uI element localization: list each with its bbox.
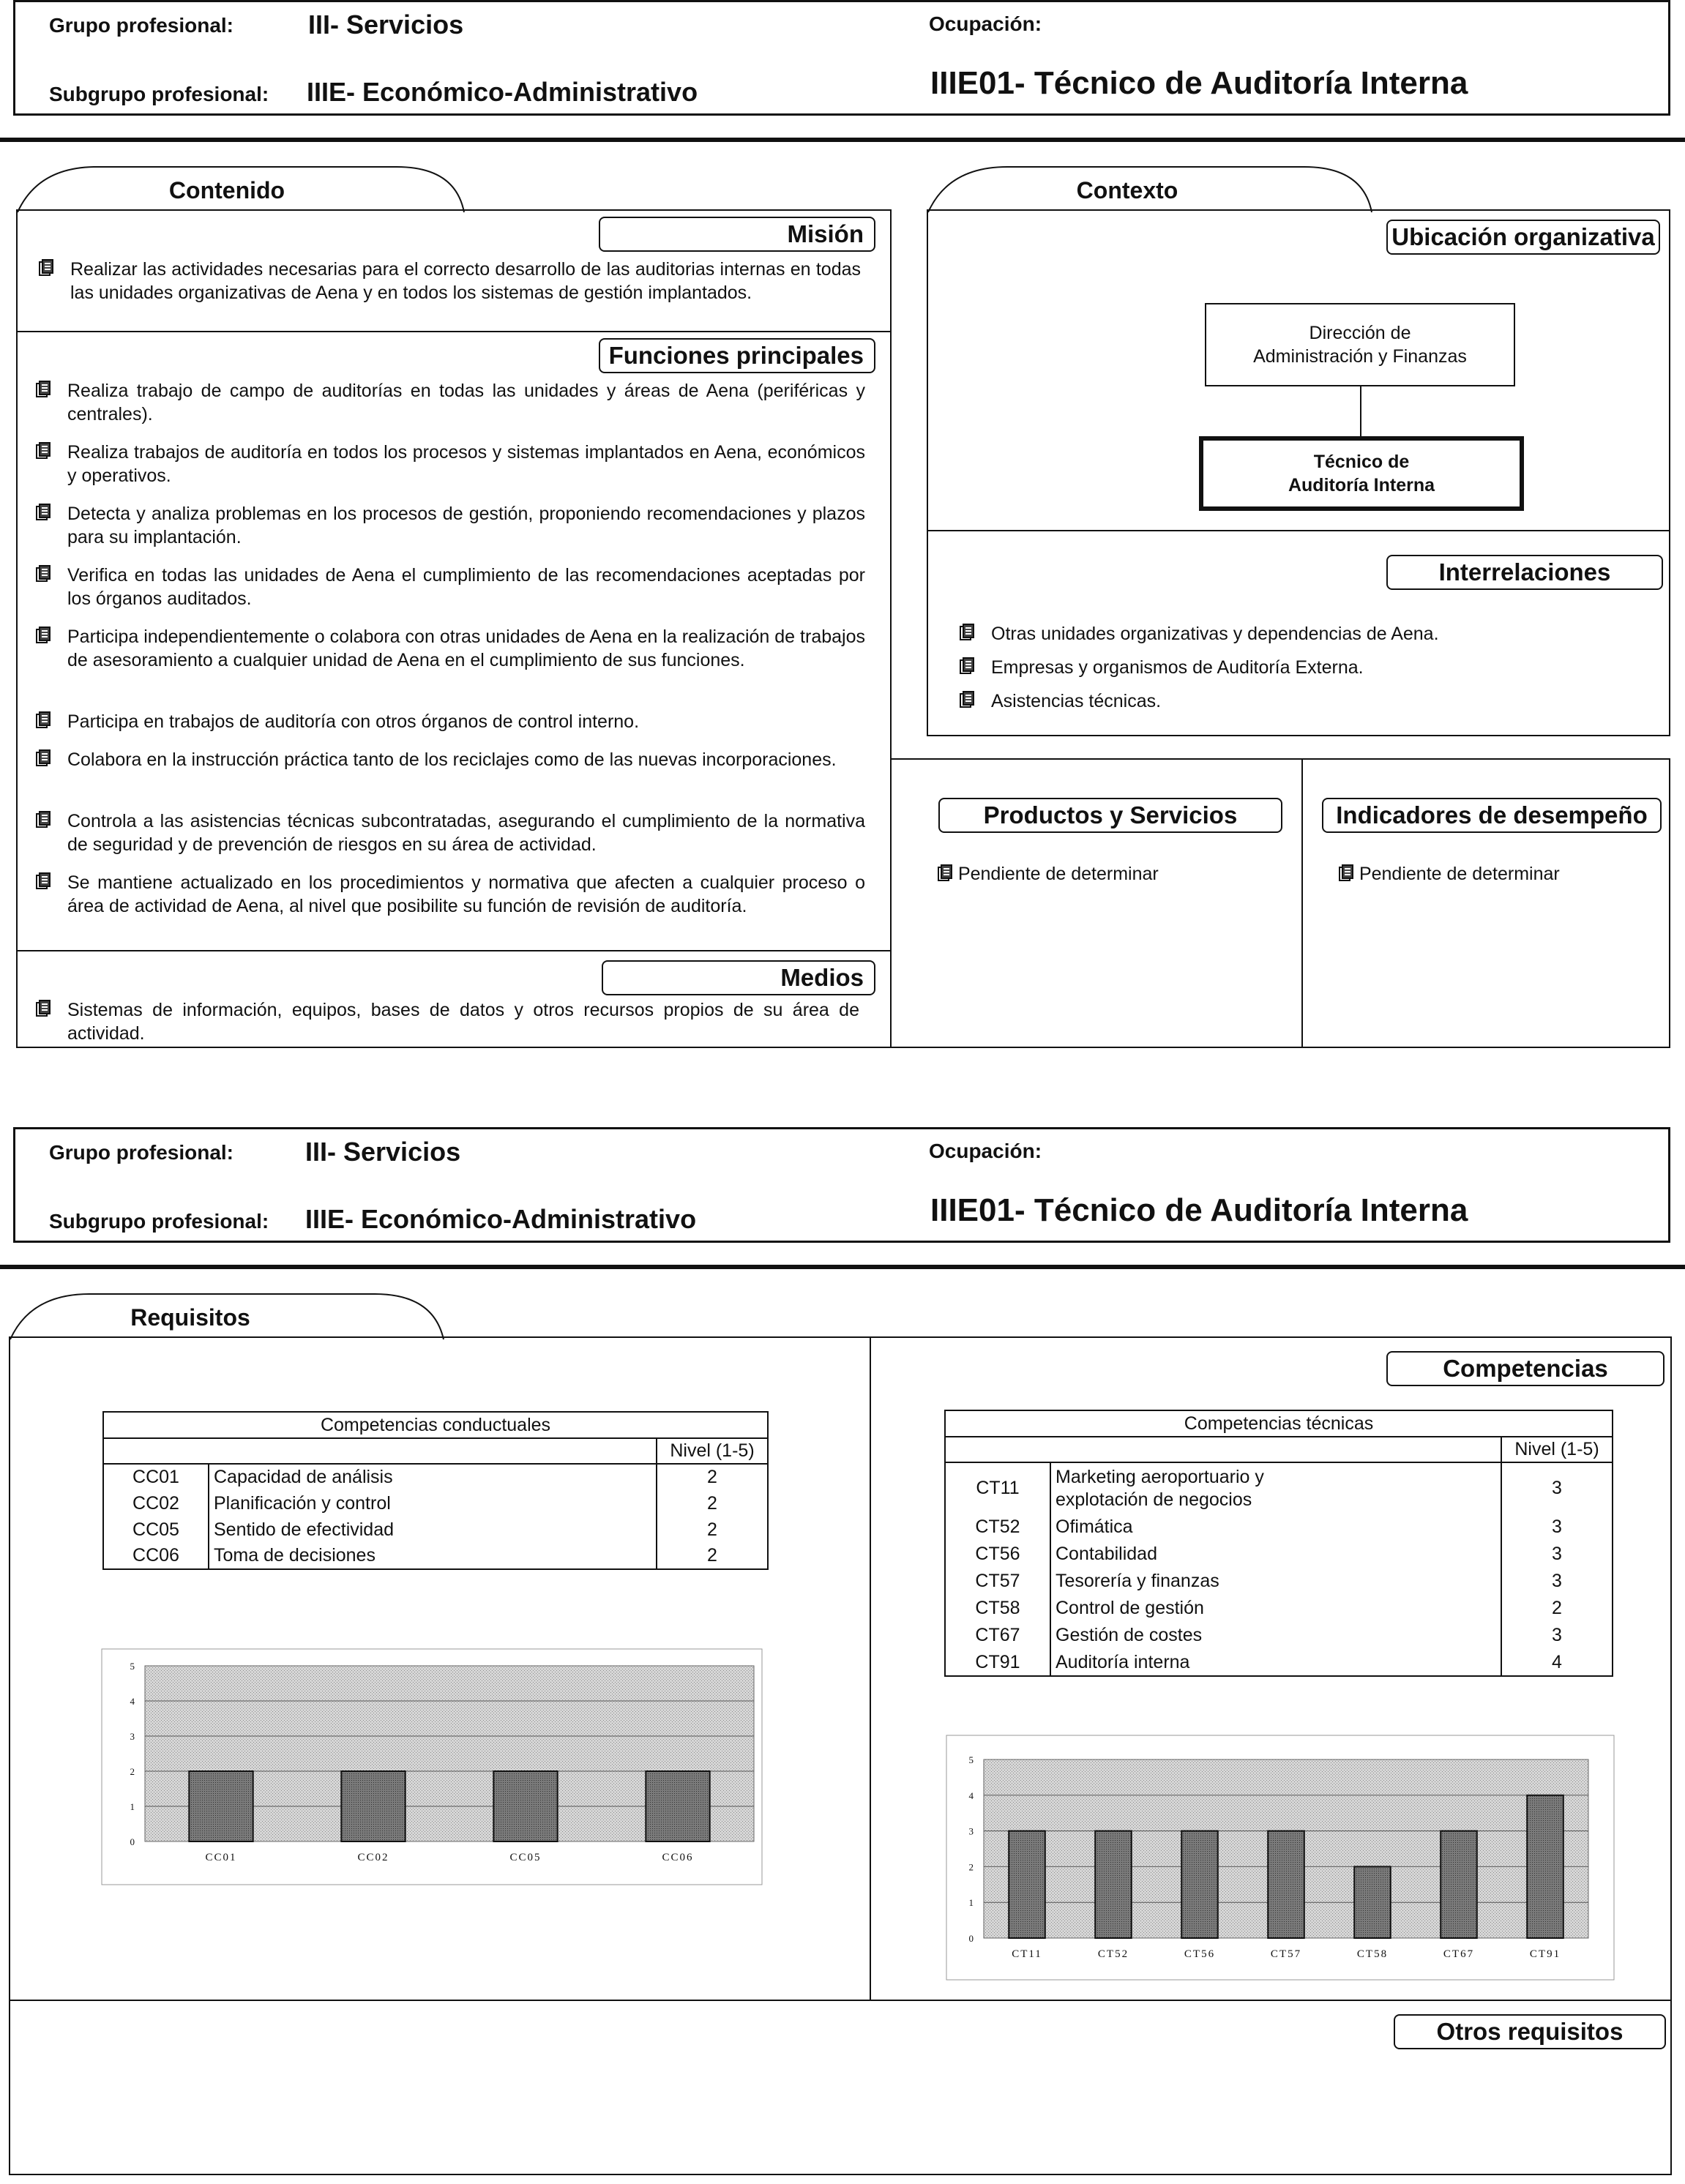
bullet-icon [1338, 864, 1354, 882]
bullet-icon [35, 1000, 51, 1017]
bar [1009, 1831, 1045, 1938]
y-tick-label: 4 [130, 1696, 135, 1707]
y-tick-label: 4 [968, 1790, 974, 1801]
x-tick-label: CT57 [1270, 1948, 1302, 1960]
bar [1527, 1795, 1563, 1938]
ct-name [1050, 1649, 1501, 1676]
list-item-text: Colabora en la instrucción práctica tanto de los reciclajes como de las nuevas incorporaciones. [67, 749, 837, 770]
header-rule-1 [0, 138, 1685, 142]
ct-level: 3 [1501, 1568, 1613, 1595]
interrelaciones-title: Interrelaciones [1386, 555, 1663, 590]
ubicacion-title: Ubicación organizativa [1386, 220, 1660, 255]
ct-code: CT57 [945, 1568, 1050, 1595]
bullet-icon [35, 381, 51, 398]
header-box-2 [13, 1127, 1670, 1243]
funciones-title: Funciones principales [599, 338, 875, 373]
tecnicas-table [944, 1410, 1613, 1677]
productos-text: Pendiente de determinar [957, 864, 1159, 884]
list-item-text: Realiza trabajos de auditoría en todos los procesos y sistemas implantados en Aena, económicos y operativos. [67, 442, 865, 486]
ct-level: 3 [1501, 1514, 1613, 1541]
bar [1354, 1866, 1391, 1938]
cc-level: 2 [657, 1517, 768, 1543]
tecnicas-bar-chart [946, 1735, 1615, 1981]
list-item [67, 809, 865, 856]
ct-level: 3 [1501, 1622, 1613, 1649]
x-tick-label: CC02 [357, 1852, 389, 1863]
grupo-value-2: III- Servicios [305, 1137, 461, 1167]
subgrupo-value-2: IIIE- Económico-Administrativo [305, 1204, 697, 1234]
requisitos-divider-v [870, 1336, 871, 2000]
cc-name: Sentido de efectividad [209, 1517, 657, 1543]
list-item-text: Sistemas de información, equipos, bases de datos y otros recursos propios de su área de actividad. [67, 1000, 859, 1044]
list-item-text: Se mantiene actualizado en los procedimientos y normativa que afecten a cualquier proceso o área de actividad de Aena, al nivel que posibilite su función de revisión de auditoría. [67, 872, 865, 916]
conductuales-level-header: Nivel (1-5) [657, 1438, 768, 1464]
ct-level: 3 [1501, 1462, 1613, 1514]
mision-title: Misión [599, 217, 875, 252]
list-item [67, 625, 865, 672]
list-item-text: Detecta y analiza problemas en los procesos de gestión, proponiendo recomendaciones y plazos para su implantación. [67, 504, 865, 547]
cc-level: 2 [657, 1543, 768, 1569]
bullet-icon [959, 624, 975, 641]
indicadores-item [1338, 862, 1660, 886]
y-tick-label: 3 [968, 1825, 974, 1837]
bullet-icon [959, 657, 975, 675]
ocupacion-label: Ocupación: [929, 12, 1042, 35]
ct-name-line1: Auditoría interna [1056, 1651, 1190, 1672]
bullet-icon [35, 627, 51, 644]
y-tick-label: 2 [968, 1861, 974, 1873]
x-tick-label: CT58 [1356, 1948, 1389, 1960]
ct-code: CT91 [945, 1649, 1050, 1676]
ocupacion-label-2: Ocupación: [929, 1140, 1042, 1162]
x-tick-label: CT11 [1012, 1948, 1042, 1960]
productos-title: Productos y Servicios [938, 798, 1282, 833]
ct-name-line1: Contabilidad [1056, 1544, 1157, 1564]
requisitos-divider-h [9, 2000, 1672, 2001]
list-item [67, 564, 865, 610]
requisitos-title: Requisitos [130, 1304, 250, 1331]
ocupacion-value: IIIE01- Técnico de Auditoría Interna [930, 65, 1468, 101]
x-tick-label: CC05 [509, 1852, 542, 1863]
cc-level: 2 [657, 1490, 768, 1517]
bullet-icon [35, 711, 51, 729]
org-child-line1: Técnico de [1313, 452, 1410, 472]
y-tick-label: 5 [968, 1754, 974, 1765]
list-item [67, 379, 865, 426]
list-item-text: Realiza trabajo de campo de auditorías en todas las unidades y áreas de Aena (periféricas y centrales). [67, 381, 865, 425]
org-parent-box [1205, 303, 1515, 386]
ct-name [1050, 1622, 1501, 1649]
y-tick-label: 3 [130, 1731, 135, 1742]
list-item [67, 441, 865, 487]
header-box-1 [13, 0, 1670, 116]
y-tick-label: 1 [968, 1897, 974, 1909]
bullet-icon [937, 864, 953, 882]
indicadores-title: Indicadores de desempeño [1322, 798, 1662, 833]
list-item-text: Participa independientemente o colabora con otras unidades de Aena en la realización de trabajos de asesoramiento a cualquier unidad de Aena en el cumplimiento de sus funciones. [67, 627, 865, 670]
otros-requisitos-title: Otros requisitos [1394, 2014, 1666, 2049]
conductuales-bar-chart [101, 1648, 763, 1885]
list-item [991, 656, 1650, 679]
tecnicas-spacer [945, 1437, 1501, 1462]
bar [1181, 1831, 1218, 1938]
bar [1095, 1831, 1132, 1938]
productos-divider [1301, 758, 1303, 1048]
subgrupo-label: Subgrupo profesional: [49, 83, 269, 105]
tecnicas-header: Competencias técnicas [945, 1410, 1613, 1437]
medios-title: Medios [602, 960, 875, 995]
bar [493, 1771, 557, 1841]
table-row [103, 1543, 768, 1569]
bar [189, 1771, 253, 1841]
x-tick-label: CC06 [662, 1852, 694, 1863]
grupo-label-2: Grupo profesional: [49, 1141, 233, 1164]
bullet-icon [35, 442, 51, 460]
cc-code: CC06 [103, 1543, 209, 1569]
cc-name: Planificación y control [209, 1490, 657, 1517]
bullet-icon [35, 749, 51, 767]
cc-level: 2 [657, 1464, 768, 1490]
indicadores-text: Pendiente de determinar [1359, 864, 1560, 884]
contexto-title: Contexto [1076, 177, 1178, 203]
productos-item [937, 862, 1288, 886]
x-tick-label: CT91 [1529, 1948, 1561, 1960]
y-tick-label: 5 [130, 1661, 135, 1672]
table-row [945, 1514, 1613, 1541]
bullet-icon [959, 691, 975, 708]
ct-code: CT67 [945, 1622, 1050, 1649]
list-item [67, 748, 865, 771]
cc-code: CC05 [103, 1517, 209, 1543]
y-tick-label: 1 [130, 1801, 135, 1812]
list-item-text: Empresas y organismos de Auditoría Externa. [991, 657, 1364, 678]
org-parent-line2: Administración y Finanzas [1253, 346, 1467, 367]
conductuales-spacer [103, 1438, 657, 1464]
bullet-icon [35, 565, 51, 583]
list-item [70, 258, 861, 304]
bullet-icon [38, 259, 54, 277]
table-row [945, 1462, 1613, 1514]
ct-name-line1: Gestión de costes [1056, 1625, 1203, 1645]
list-item [67, 998, 859, 1045]
ct-code: CT56 [945, 1541, 1050, 1568]
tecnicas-level-header: Nivel (1-5) [1501, 1437, 1613, 1462]
list-item-text: Participa en trabajos de auditoría con otros órganos de control interno. [67, 711, 640, 732]
y-tick-label: 0 [968, 1933, 974, 1944]
bar [646, 1771, 709, 1841]
table-row [103, 1464, 768, 1490]
x-tick-label: CT67 [1443, 1948, 1475, 1960]
cc-code: CC02 [103, 1490, 209, 1517]
divider-funciones [16, 950, 892, 951]
ct-level: 2 [1501, 1595, 1613, 1622]
ct-code: CT58 [945, 1595, 1050, 1622]
list-item [991, 689, 1650, 713]
table-row [103, 1490, 768, 1517]
ct-name-line1: Marketing aeroportuario y [1056, 1466, 1264, 1487]
subgrupo-value: IIIE- Económico-Administrativo [307, 77, 698, 107]
ct-name [1050, 1462, 1501, 1514]
list-item-text: Controla a las asistencias técnicas subcontratadas, asegurando el cumplimiento de la normativa de seguridad y de prevención de riesgos en su área de actividad. [67, 811, 865, 855]
ct-name-line2: explotación de negocios [1056, 1489, 1252, 1510]
list-item-text: Verifica en todas las unidades de Aena el cumplimiento de las recomendaciones aceptadas por los órganos auditados. [67, 565, 865, 609]
ct-level: 3 [1501, 1541, 1613, 1568]
bar [1441, 1831, 1477, 1938]
contenido-title: Contenido [168, 177, 285, 203]
grupo-value: III- Servicios [308, 10, 464, 40]
bar [1268, 1831, 1304, 1938]
ct-name [1050, 1541, 1501, 1568]
ct-level: 4 [1501, 1649, 1613, 1676]
table-row [945, 1595, 1613, 1622]
list-item [991, 622, 1650, 646]
ct-name-line1: Tesorería y finanzas [1056, 1571, 1219, 1591]
header-rule-2 [0, 1265, 1685, 1269]
ct-name [1050, 1568, 1501, 1595]
bar [341, 1771, 405, 1841]
table-row [945, 1541, 1613, 1568]
list-item-text: Otras unidades organizativas y dependencias de Aena. [991, 624, 1439, 644]
ct-name [1050, 1595, 1501, 1622]
cc-name: Toma de decisiones [209, 1543, 657, 1569]
ct-name-line1: Control de gestión [1056, 1598, 1204, 1618]
divider-mision [16, 331, 892, 332]
bullet-icon [35, 872, 51, 890]
x-tick-label: CC01 [205, 1852, 237, 1863]
conductuales-table [102, 1411, 769, 1570]
competencias-title: Competencias [1386, 1351, 1665, 1386]
cc-name: Capacidad de análisis [209, 1464, 657, 1490]
cc-code: CC01 [103, 1464, 209, 1490]
org-child-line2: Auditoría Interna [1288, 475, 1435, 495]
y-tick-label: 2 [130, 1766, 135, 1777]
table-row [945, 1622, 1613, 1649]
bullet-icon [35, 504, 51, 521]
bullet-icon [35, 811, 51, 829]
table-row [945, 1649, 1613, 1676]
table-row [103, 1517, 768, 1543]
list-item [67, 871, 865, 918]
subgrupo-label-2: Subgrupo profesional: [49, 1210, 269, 1233]
ct-name-line1: Ofimática [1056, 1517, 1133, 1537]
list-item [67, 502, 865, 549]
y-tick-label: 0 [130, 1836, 135, 1847]
org-connector [1360, 386, 1361, 438]
list-item-text: Asistencias técnicas. [991, 691, 1162, 711]
table-row [945, 1568, 1613, 1595]
divider-ubicacion [927, 530, 1670, 531]
ct-name [1050, 1514, 1501, 1541]
org-child-box [1199, 436, 1524, 511]
list-item-text: Realizar las actividades necesarias para el correcto desarrollo de las auditorias internas en todas las unidades organizativas de Aena y en todos los sistemas de gestión implantados. [70, 259, 861, 303]
x-tick-label: CT56 [1184, 1948, 1216, 1960]
list-item [67, 710, 865, 733]
ocupacion-value-2: IIIE01- Técnico de Auditoría Interna [930, 1192, 1468, 1228]
conductuales-header: Competencias conductuales [103, 1412, 768, 1438]
grupo-label: Grupo profesional: [49, 14, 233, 37]
ct-code: CT52 [945, 1514, 1050, 1541]
x-tick-label: CT52 [1097, 1948, 1129, 1960]
ct-code: CT11 [945, 1462, 1050, 1514]
org-parent-line1: Dirección de [1309, 323, 1411, 343]
